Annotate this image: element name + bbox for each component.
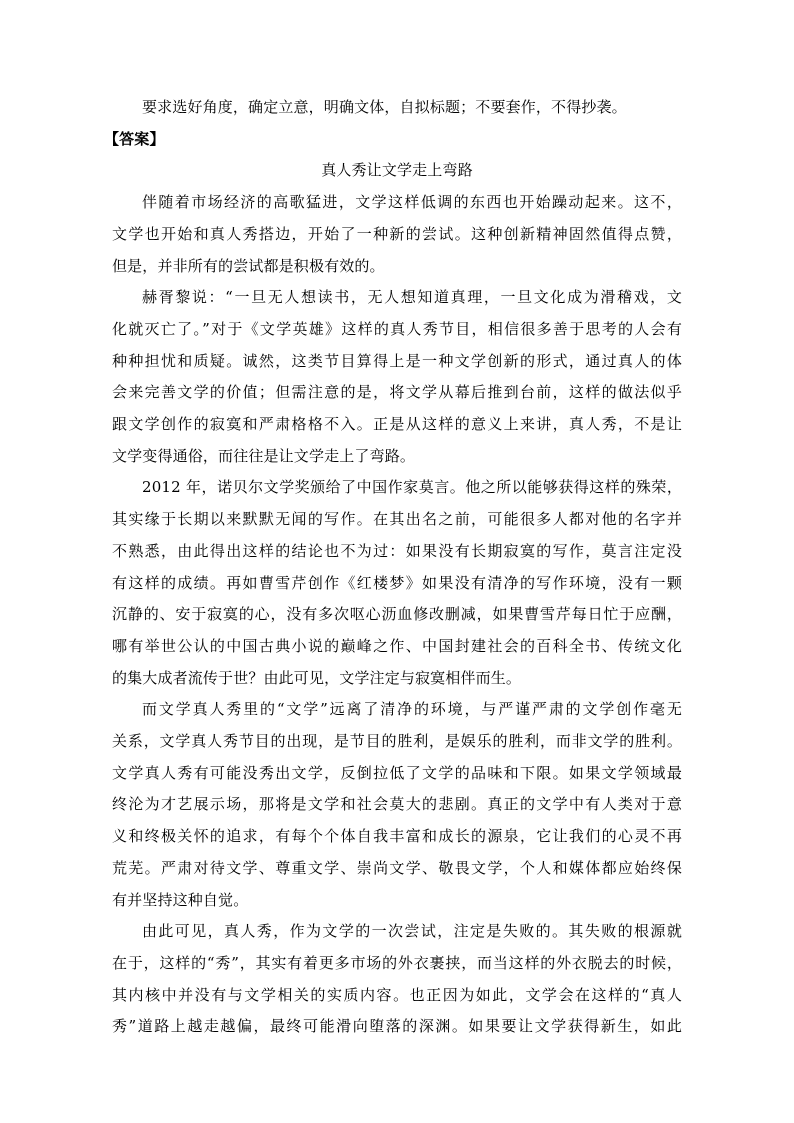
essay-paragraph-5 <box>112 916 682 1043</box>
paragraph-line: 跟文学创作的寂寞和严肃格格不入。正是从这样的意义上来讲，真人秀，不是让 <box>112 415 682 434</box>
paragraph-line: 伴随着市场经济的高歌猛进，文学这样低调的东西也开始躁动起来。这不， <box>142 193 682 212</box>
paragraph-line: 2012 年，诺贝尔文学奖颁给了中国作家莫言。他之所以能够获得这样的殊荣， <box>142 478 682 497</box>
paragraph-line: 但是，并非所有的尝试都是积极有效的。 <box>112 256 385 275</box>
requirement-text: 要求选好角度，确定立意，明确文体，自拟标题；不要套作，不得抄袭。 <box>142 98 627 116</box>
paragraph-line: 而文学真人秀里的“文学”远离了清净的环境，与严谨严肃的文学创作毫无 <box>142 700 682 719</box>
paragraph-line: 赫胥黎说：“一旦无人想读书，无人想知道真理，一旦文化成为滑稽戏，文 <box>142 288 682 307</box>
paragraph-line: 荒芜。严肃对待文学、尊重文学、崇尚文学、敬畏文学，个人和媒体都应始终保 <box>112 858 682 877</box>
paragraph-line: 会来完善文学的价值；但需注意的是，将文学从幕后推到台前，这样的做法似乎 <box>112 383 682 402</box>
paragraph-line: 化就灭亡了。”对于《文学英雄》这样的真人秀节目，相信很多善于思考的人会有 <box>112 319 682 338</box>
paragraph-line: 在于，这样的“秀”，其实有着更多市场的外衣裹挟，而当这样的外衣脱去的时候， <box>112 953 682 972</box>
paragraph-line: 关系，文学真人秀节目的出现，是节目的胜利，是娱乐的胜利，而非文学的胜利。 <box>112 732 682 751</box>
paragraph-line: 文学变得通俗，而往往是让文学走上了弯路。 <box>112 446 416 465</box>
paragraph-line: 其内核中并没有与文学相关的实质内容。也正因为如此，文学会在这样的“真人 <box>112 985 682 1004</box>
answer-label: 【答案】 <box>104 129 165 148</box>
paragraph-line: 终沦为才艺展示场，那将是文学和社会莫大的悲剧。真正的文学中有人类对于意 <box>112 795 682 814</box>
paragraph-line: 沉静的、安于寂寞的心，没有多次呕心沥血修改删减，如果曹雪芹每日忙于应酬， <box>112 605 682 624</box>
document-page <box>104 92 682 1043</box>
paragraph-line: 有并坚持这种自觉。 <box>112 890 249 909</box>
essay-paragraph-3 <box>112 472 682 694</box>
essay-paragraph-4 <box>112 694 682 916</box>
paragraph-line: 哪有举世公认的中国古典小说的巅峰之作、中国封建社会的百科全书、传统文化 <box>112 636 682 655</box>
essay-title: 真人秀让文学走上弯路 <box>321 161 473 180</box>
paragraph-line: 的集大成者流传于世？由此可见，文学注定与寂寞相伴而生。 <box>112 668 522 687</box>
essay-paragraph-2 <box>112 282 682 472</box>
paragraph-line: 文学也开始和真人秀搭边，开始了一种新的尝试。这种创新精神固然值得点赞， <box>112 224 682 243</box>
paragraph-line: 有这样的成绩。再如曹雪芹创作《红楼梦》如果没有清净的写作环境，没有一颗 <box>112 573 682 592</box>
paragraph-line: 其实缘于长期以来默默无闻的写作。在其出名之前，可能很多人都对他的名字并 <box>112 510 682 529</box>
paragraph-line: 文学真人秀有可能没秀出文学，反倒拉低了文学的品味和下限。如果文学领域最 <box>112 763 682 782</box>
paragraph-line: 义和终极关怀的追求，有每个个体自我丰富和成长的源泉，它让我们的心灵不再 <box>112 827 682 846</box>
paragraph-line: 由此可见，真人秀，作为文学的一次尝试，注定是失败的。其失败的根源就 <box>142 922 682 941</box>
paragraph-line: 种种担忧和质疑。诚然，这类节目算得上是一种文学创新的形式，通过真人的体 <box>112 351 682 370</box>
paragraph-line: 秀”道路上越走越偏，最终可能滑向堕落的深渊。如果要让文学获得新生，如此 <box>112 1017 682 1036</box>
paragraph-line: 不熟悉，由此得出这样的结论也不为过：如果没有长期寂寞的写作，莫言注定没 <box>112 541 682 560</box>
essay-paragraph-1 <box>112 187 682 282</box>
